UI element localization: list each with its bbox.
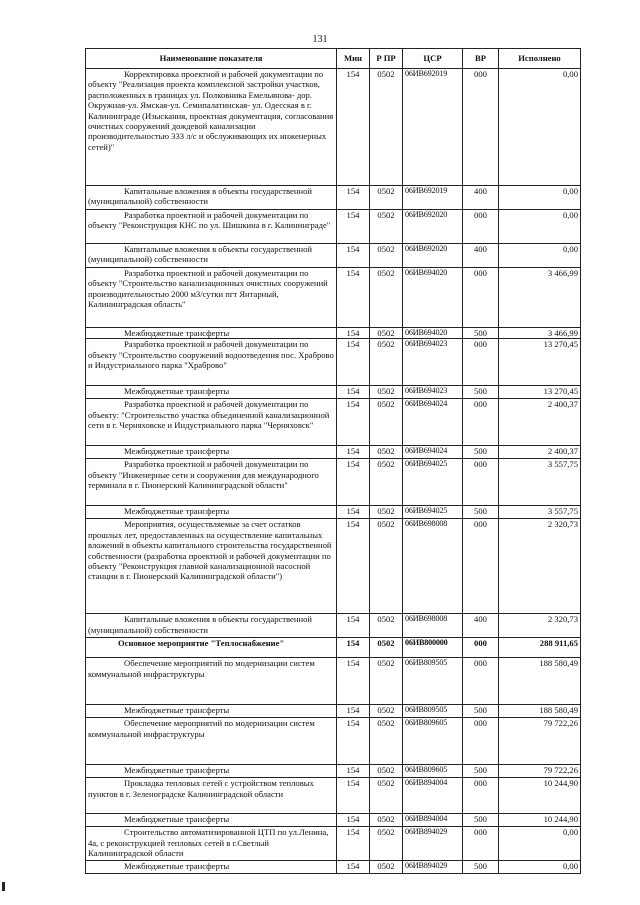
row-min-cell: 154 <box>337 778 370 814</box>
row-done-cell: 10 244,90 <box>499 814 581 827</box>
row-done-cell: 2 320,73 <box>499 614 581 638</box>
row-csr-cell: 06ИВ809505 <box>403 705 463 718</box>
row-csr-cell: 06ИВ694020 <box>403 268 463 328</box>
row-csr-cell: 06ИВ692020 <box>403 244 463 268</box>
row-vr-cell: 500 <box>463 386 499 399</box>
row-min-cell: 154 <box>337 614 370 638</box>
row-rpr-cell: 0502 <box>370 506 403 519</box>
margin-mark <box>2 882 5 891</box>
table-row <box>86 186 581 210</box>
row-done-cell: 13 270,45 <box>499 339 581 386</box>
row-rpr-cell: 0502 <box>370 718 403 765</box>
row-name-cell: Межбюджетные трансферты <box>86 861 337 874</box>
row-done-cell: 0,00 <box>499 861 581 874</box>
table-row <box>86 386 581 399</box>
row-name-cell: Разработка проектной и рабочей документации по объекту "Строительство канализационных очистных сооружений производительностью 2000 м3/сутки пгт Янтарный, Калининградская область" <box>86 268 337 328</box>
row-rpr-cell: 0502 <box>370 814 403 827</box>
row-vr-cell: 000 <box>463 827 499 861</box>
table-row <box>86 328 581 339</box>
row-vr-cell: 000 <box>463 69 499 186</box>
row-name-cell: Разработка проектной и рабочей документации по объекту "Строительство сооружений водоотведения пос. Храброво и Индустриального парка "Храброво" <box>86 339 337 386</box>
budget-execution-table <box>85 48 581 874</box>
row-vr-cell: 400 <box>463 614 499 638</box>
page-number: 131 <box>312 34 328 45</box>
row-vr-cell: 000 <box>463 210 499 244</box>
row-vr-cell: 500 <box>463 705 499 718</box>
row-name-cell: Капитальные вложения в объекты государственной (муниципальной) собственности <box>86 614 337 638</box>
row-rpr-cell: 0502 <box>370 459 403 506</box>
table-body <box>86 69 581 874</box>
row-rpr-cell: 0502 <box>370 778 403 814</box>
row-rpr-cell: 0502 <box>370 268 403 328</box>
row-vr-cell: 500 <box>463 814 499 827</box>
row-min-cell: 154 <box>337 386 370 399</box>
table-row <box>86 718 581 765</box>
row-done-cell: 188 580,49 <box>499 658 581 705</box>
table-row <box>86 446 581 459</box>
row-name-cell: Обеспечение мероприятий по модернизации систем коммунальной инфраструктуры <box>86 658 337 705</box>
row-name-cell: Прокладка тепловых сетей с устройством тепловых пунктов в г. Зеленоградске Калининградской области <box>86 778 337 814</box>
row-csr-cell: 06ИВ692019 <box>403 69 463 186</box>
table-row <box>86 268 581 328</box>
table-row <box>86 506 581 519</box>
row-min-cell: 154 <box>337 519 370 614</box>
row-rpr-cell: 0502 <box>370 614 403 638</box>
header-vr: ВР <box>463 49 499 69</box>
row-csr-cell: 06ИВ694025 <box>403 506 463 519</box>
row-name-cell: Межбюджетные трансферты <box>86 386 337 399</box>
row-min-cell: 154 <box>337 861 370 874</box>
row-done-cell: 13 270,45 <box>499 386 581 399</box>
row-name-cell: Межбюджетные трансферты <box>86 765 337 778</box>
row-vr-cell: 500 <box>463 328 499 339</box>
header-rpr: Р ПР <box>370 49 403 69</box>
table-header-row <box>86 49 581 69</box>
row-done-cell: 188 580,49 <box>499 705 581 718</box>
row-done-cell: 0,00 <box>499 827 581 861</box>
row-min-cell: 154 <box>337 658 370 705</box>
row-rpr-cell: 0502 <box>370 399 403 446</box>
row-csr-cell: 06ИВ694024 <box>403 399 463 446</box>
table-row <box>86 827 581 861</box>
table-row <box>86 339 581 386</box>
row-rpr-cell: 0502 <box>370 658 403 705</box>
row-name-cell: Разработка проектной и рабочей документации по объекту "Реконструкция КНС по ул. Шишкина в г. Калининграде" <box>86 210 337 244</box>
row-csr-cell: 06ИВ809605 <box>403 718 463 765</box>
table-row <box>86 778 581 814</box>
row-done-cell: 0,00 <box>499 210 581 244</box>
row-rpr-cell: 0502 <box>370 638 403 658</box>
row-min-cell: 154 <box>337 339 370 386</box>
row-rpr-cell: 0502 <box>370 328 403 339</box>
row-rpr-cell: 0502 <box>370 765 403 778</box>
header-done: Исполнено <box>499 49 581 69</box>
row-name-cell: Капитальные вложения в объекты государственной (муниципальной) собственности <box>86 186 337 210</box>
row-min-cell: 154 <box>337 69 370 186</box>
row-csr-cell: 06ИВ894004 <box>403 778 463 814</box>
row-csr-cell: 06ИВ694020 <box>403 328 463 339</box>
row-csr-cell: 06ИВ809605 <box>403 765 463 778</box>
row-rpr-cell: 0502 <box>370 386 403 399</box>
row-min-cell: 154 <box>337 718 370 765</box>
row-name-cell: Мероприятия, осуществляемые за счет остатков прошлых лет, предоставленных на осуществление капитальных вложений в объекты капитального строительства государственной собственности (разработка проектной и рабочей документации по объекту "Реконструкция главной канализационной насосной станции в г. Пионерский Калининградской области") <box>86 519 337 614</box>
row-rpr-cell: 0502 <box>370 446 403 459</box>
table-row <box>86 69 581 186</box>
row-done-cell: 3 466,99 <box>499 328 581 339</box>
row-min-cell: 154 <box>337 446 370 459</box>
row-rpr-cell: 0502 <box>370 244 403 268</box>
row-name-cell: Межбюджетные трансферты <box>86 328 337 339</box>
row-name-cell: Строительство автоматизированной ЦТП по ул.Ленина, 4а, с реконструкцией тепловых сетей в г.Светлый Калининградской области <box>86 827 337 861</box>
row-name-cell: Основное мероприятие "Теплоснабжение" <box>86 638 337 658</box>
row-done-cell: 79 722,26 <box>499 718 581 765</box>
row-csr-cell: 06ИВ694025 <box>403 459 463 506</box>
table-row <box>86 861 581 874</box>
row-csr-cell: 06ИВ698008 <box>403 519 463 614</box>
row-rpr-cell: 0502 <box>370 519 403 614</box>
header-name: Наименование показателя <box>86 49 337 69</box>
row-min-cell: 154 <box>337 244 370 268</box>
row-csr-cell: 06ИВ894004 <box>403 814 463 827</box>
table-row <box>86 244 581 268</box>
row-rpr-cell: 0502 <box>370 339 403 386</box>
row-vr-cell: 000 <box>463 459 499 506</box>
row-name-cell: Разработка проектной и рабочей документации по объекту: "Строительство участка объединенной канализационной сети в г. Черняховске и Индустриального парка "Черняховск" <box>86 399 337 446</box>
row-done-cell: 0,00 <box>499 69 581 186</box>
header-csr: ЦСР <box>403 49 463 69</box>
row-csr-cell: 06ИВ694023 <box>403 339 463 386</box>
row-vr-cell: 000 <box>463 638 499 658</box>
row-vr-cell: 000 <box>463 718 499 765</box>
row-vr-cell: 000 <box>463 339 499 386</box>
table-row <box>86 814 581 827</box>
row-min-cell: 154 <box>337 328 370 339</box>
row-vr-cell: 400 <box>463 244 499 268</box>
table-row <box>86 658 581 705</box>
row-min-cell: 154 <box>337 705 370 718</box>
row-name-cell: Корректировка проектной и рабочей документации по объекту "Реализация проекта комплексной застройки участков, расположенных в границах ул. Полковника Емельянова- дор. Окружная-ул. Ямская-ул. Семипалатинская- ул. Одесская в г. Калининграде (Изыскания, проектная документация, согласования очистных сооружений дождевой канализации производительностью 333 л/с и обслуживающих их инженерных сетей)" <box>86 69 337 186</box>
row-rpr-cell: 0502 <box>370 827 403 861</box>
row-min-cell: 154 <box>337 765 370 778</box>
row-done-cell: 2 400,37 <box>499 399 581 446</box>
table-row <box>86 638 581 658</box>
row-done-cell: 2 320,73 <box>499 519 581 614</box>
row-min-cell: 154 <box>337 814 370 827</box>
row-done-cell: 0,00 <box>499 186 581 210</box>
table-row <box>86 614 581 638</box>
row-vr-cell: 000 <box>463 519 499 614</box>
row-name-cell: Межбюджетные трансферты <box>86 506 337 519</box>
row-done-cell: 79 722,26 <box>499 765 581 778</box>
row-min-cell: 154 <box>337 459 370 506</box>
row-csr-cell: 06ИВ692019 <box>403 186 463 210</box>
row-done-cell: 288 911,65 <box>499 638 581 658</box>
row-min-cell: 154 <box>337 399 370 446</box>
row-vr-cell: 000 <box>463 658 499 705</box>
row-csr-cell: 06ИВ694023 <box>403 386 463 399</box>
row-min-cell: 154 <box>337 827 370 861</box>
row-vr-cell: 500 <box>463 506 499 519</box>
row-name-cell: Капитальные вложения в объекты государственной (муниципальной) собственности <box>86 244 337 268</box>
row-done-cell: 3 557,75 <box>499 459 581 506</box>
table-row <box>86 210 581 244</box>
row-csr-cell: 06ИВ809505 <box>403 658 463 705</box>
row-done-cell: 2 400,37 <box>499 446 581 459</box>
row-rpr-cell: 0502 <box>370 69 403 186</box>
row-rpr-cell: 0502 <box>370 705 403 718</box>
row-csr-cell: 06ИВ800000 <box>403 638 463 658</box>
row-name-cell: Межбюджетные трансферты <box>86 446 337 459</box>
row-rpr-cell: 0502 <box>370 186 403 210</box>
row-min-cell: 154 <box>337 638 370 658</box>
row-name-cell: Разработка проектной и рабочей документации по объекту "Инженерные сети и сооружения для международного терминала в г. Пионерский Калининградской области" <box>86 459 337 506</box>
row-vr-cell: 500 <box>463 446 499 459</box>
row-vr-cell: 400 <box>463 186 499 210</box>
row-csr-cell: 06ИВ698008 <box>403 614 463 638</box>
row-done-cell: 10 244,90 <box>499 778 581 814</box>
row-done-cell: 3 557,75 <box>499 506 581 519</box>
row-vr-cell: 500 <box>463 765 499 778</box>
row-name-cell: Межбюджетные трансферты <box>86 814 337 827</box>
table-row <box>86 399 581 446</box>
row-min-cell: 154 <box>337 506 370 519</box>
table-row <box>86 459 581 506</box>
row-name-cell: Обеспечение мероприятий по модернизации систем коммунальной инфраструктуры <box>86 718 337 765</box>
row-done-cell: 3 466,99 <box>499 268 581 328</box>
row-csr-cell: 06ИВ894029 <box>403 827 463 861</box>
table-row <box>86 705 581 718</box>
row-vr-cell: 500 <box>463 861 499 874</box>
row-csr-cell: 06ИВ694024 <box>403 446 463 459</box>
table-row <box>86 765 581 778</box>
row-min-cell: 154 <box>337 210 370 244</box>
row-vr-cell: 000 <box>463 268 499 328</box>
row-min-cell: 154 <box>337 186 370 210</box>
row-min-cell: 154 <box>337 268 370 328</box>
row-rpr-cell: 0502 <box>370 861 403 874</box>
row-done-cell: 0,00 <box>499 244 581 268</box>
row-vr-cell: 000 <box>463 778 499 814</box>
row-csr-cell: 06ИВ692020 <box>403 210 463 244</box>
row-name-cell: Межбюджетные трансферты <box>86 705 337 718</box>
row-vr-cell: 000 <box>463 399 499 446</box>
header-min: Мин <box>337 49 370 69</box>
row-csr-cell: 06ИВ894029 <box>403 861 463 874</box>
row-rpr-cell: 0502 <box>370 210 403 244</box>
table-row <box>86 519 581 614</box>
